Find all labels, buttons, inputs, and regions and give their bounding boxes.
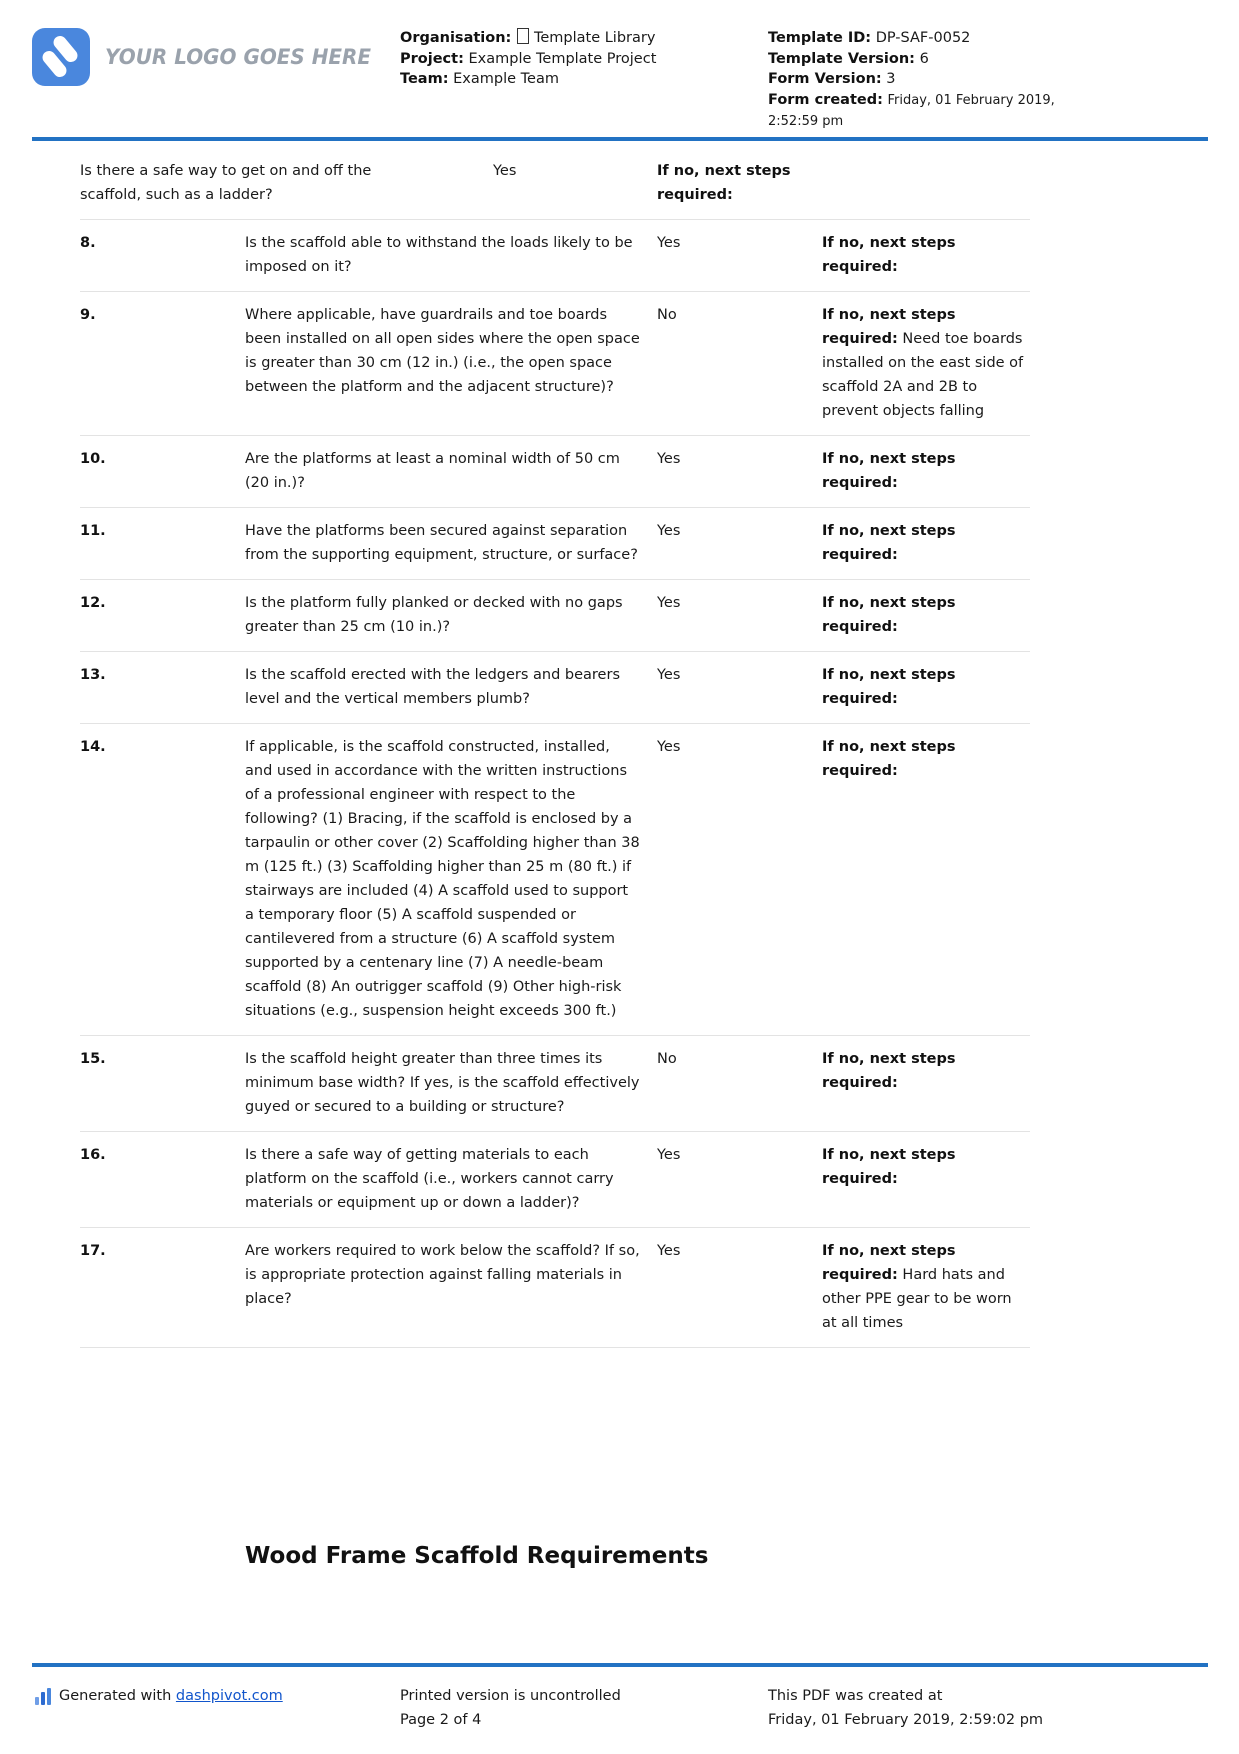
row-question: If applicable, is the scaffold constructed, installed, and used in accordance with the written instructions of a professional engineer with respect to the following? (1) Bracing, if the scaffold is enclosed by a tarpaulin or other cover (2) Scaffolding higher than 38 m (125 ft.) (3) Scaffolding higher than 25 m (80 ft.) if stairways are included (4) A scaffold used to support a temporary floor (5) A scaffold suspended or cantilevered from a structure (6) A scaffold system supported by a centenary line (7) A needle-beam scaffold (8) An outrigger scaffold (9) Other high-risk situations (e.g., suspension height exceeds 300 ft.) bbox=[245, 739, 640, 1019]
row-next-steps bbox=[822, 519, 1030, 567]
row-number: 12. bbox=[80, 595, 106, 611]
generated-with-text: Generated with dashpivot.com bbox=[59, 1688, 283, 1704]
section-heading: Wood Frame Scaffold Requirements bbox=[245, 1543, 709, 1569]
header-meta-left bbox=[400, 28, 730, 90]
table-row bbox=[80, 148, 1030, 220]
row-next-steps bbox=[822, 1143, 1030, 1215]
table-row bbox=[80, 724, 1030, 1036]
footer-generated bbox=[35, 1684, 283, 1708]
logo-placeholder-text: YOUR LOGO GOES HERE bbox=[105, 45, 372, 69]
template-version-value: 6 bbox=[919, 50, 929, 67]
next-steps-value: Hard hats and other PPE gear to be worn at all times bbox=[822, 1267, 1012, 1331]
row-number: 17. bbox=[80, 1243, 106, 1259]
table-row bbox=[80, 508, 1030, 580]
row-answer: Yes bbox=[657, 451, 681, 467]
pdf-created-timestamp: Friday, 01 February 2019, 2:59:02 pm bbox=[768, 1712, 1044, 1728]
page-number: Page 2 of 4 bbox=[400, 1712, 482, 1728]
row-next-steps bbox=[657, 159, 857, 207]
footer-created bbox=[768, 1684, 1043, 1732]
next-steps-label: If no, next steps required: bbox=[822, 667, 956, 707]
row-answer: Yes bbox=[657, 1147, 681, 1163]
next-steps-label: If no, next steps required: bbox=[822, 235, 956, 275]
row-number: 16. bbox=[80, 1147, 106, 1163]
table-row bbox=[80, 436, 1030, 508]
table-row bbox=[80, 1132, 1030, 1228]
next-steps-label: If no, next steps required: bbox=[822, 1243, 956, 1283]
row-question: Is there a safe way of getting materials to each platform on the scaffold (i.e., workers cannot carry materials or equipment up or down a ladder)? bbox=[245, 1147, 614, 1211]
row-answer: No bbox=[657, 1051, 677, 1067]
missing-glyph-box bbox=[517, 28, 529, 44]
next-steps-label: If no, next steps required: bbox=[657, 163, 791, 203]
footer-divider bbox=[32, 1663, 1208, 1667]
row-answer: No bbox=[657, 307, 677, 323]
project-label: Project: bbox=[400, 50, 464, 67]
row-number: 11. bbox=[80, 523, 106, 539]
row-answer: Yes bbox=[657, 235, 681, 251]
row-next-steps bbox=[822, 735, 1030, 1023]
next-steps-label: If no, next steps required: bbox=[822, 523, 956, 563]
row-question: Is the scaffold able to withstand the loads likely to be imposed on it? bbox=[245, 235, 633, 275]
organisation-line bbox=[400, 28, 730, 49]
form-version-label: Form Version: bbox=[768, 71, 882, 87]
row-next-steps bbox=[822, 591, 1030, 639]
header-divider bbox=[32, 137, 1208, 141]
table-row bbox=[80, 220, 1030, 292]
form-created-line bbox=[768, 90, 1068, 133]
template-version-line bbox=[768, 49, 1068, 70]
table-row bbox=[80, 652, 1030, 724]
project-line bbox=[400, 49, 730, 70]
row-answer: Yes bbox=[657, 739, 681, 755]
next-steps-label: If no, next steps required: bbox=[822, 595, 956, 635]
form-created-label: Form created: bbox=[768, 91, 883, 108]
team-value: Example Team bbox=[453, 71, 559, 87]
table-row bbox=[80, 292, 1030, 436]
row-question: Is the scaffold height greater than three times its minimum base width? If yes, is the scaffold effectively guyed or secured to a building or structure? bbox=[245, 1051, 640, 1115]
table-row bbox=[80, 580, 1030, 652]
form-version-line bbox=[768, 69, 1068, 90]
organisation-value: Template Library bbox=[533, 30, 656, 46]
printed-version-text: Printed version is uncontrolled bbox=[400, 1688, 621, 1704]
next-steps-label: If no, next steps required: bbox=[822, 1147, 956, 1187]
row-answer: Yes bbox=[657, 523, 681, 539]
row-answer: Yes bbox=[657, 1243, 681, 1259]
row-next-steps bbox=[822, 663, 1030, 711]
team-line bbox=[400, 69, 730, 90]
row-next-steps bbox=[822, 447, 1030, 495]
next-steps-value: Need toe boards installed on the east side of scaffold 2A and 2B to prevent objects falling bbox=[822, 331, 1024, 419]
row-question: Is the platform fully planked or decked with no gaps greater than 25 cm (10 in.)? bbox=[245, 595, 623, 635]
template-id-line bbox=[768, 28, 1068, 49]
organisation-label: Organisation: bbox=[400, 30, 512, 46]
row-next-steps bbox=[822, 1239, 1030, 1335]
next-steps-label: If no, next steps required: bbox=[822, 1051, 956, 1091]
template-id-value: DP-SAF-0052 bbox=[875, 30, 971, 46]
row-number: 10. bbox=[80, 451, 106, 467]
form-created-value: Friday, 01 February 2019, 2:52:59 pm bbox=[768, 92, 1055, 129]
checklist-rows bbox=[80, 148, 1030, 1348]
table-row bbox=[80, 1228, 1030, 1348]
row-number: 13. bbox=[80, 667, 106, 683]
row-question: Have the platforms been secured against separation from the supporting equipment, structure, or surface? bbox=[245, 523, 638, 563]
row-question: Is the scaffold erected with the ledgers and bearers level and the vertical members plumb? bbox=[245, 667, 620, 707]
header-meta-right bbox=[768, 28, 1068, 133]
project-value: Example Template Project bbox=[468, 50, 657, 67]
row-number: 14. bbox=[80, 739, 106, 755]
row-number: 15. bbox=[80, 1051, 106, 1067]
team-label: Team: bbox=[400, 71, 449, 87]
row-question: Are the platforms at least a nominal width of 50 cm (20 in.)? bbox=[245, 451, 620, 491]
row-number: 9. bbox=[80, 307, 96, 323]
bar-chart-icon bbox=[35, 1688, 51, 1705]
footer-printed bbox=[400, 1684, 621, 1732]
table-row bbox=[80, 1036, 1030, 1132]
checklist-table bbox=[80, 148, 1030, 1348]
form-version-value: 3 bbox=[886, 71, 896, 87]
logo bbox=[32, 28, 385, 86]
row-answer: Yes bbox=[657, 667, 681, 683]
next-steps-label: If no, next steps required: bbox=[822, 739, 956, 779]
pdf-created-text: This PDF was created at bbox=[768, 1688, 943, 1704]
dashpivot-link[interactable]: dashpivot.com bbox=[175, 1688, 283, 1704]
template-version-label: Template Version: bbox=[768, 50, 915, 67]
company-logo-icon bbox=[32, 28, 90, 86]
row-question: Is there a safe way to get on and off the scaffold, such as a ladder? bbox=[80, 163, 372, 203]
row-next-steps bbox=[822, 303, 1030, 423]
template-id-label: Template ID: bbox=[768, 30, 872, 46]
row-question: Where applicable, have guardrails and toe boards been installed on all open sides where the open space is greater than 30 cm (12 in.) (i.e., the open space between the platform and the adjacent structure)? bbox=[245, 307, 640, 395]
row-next-steps bbox=[822, 1047, 1030, 1119]
row-question: Are workers required to work below the scaffold? If so, is appropriate protection against falling materials in place? bbox=[245, 1243, 640, 1307]
next-steps-label: If no, next steps required: bbox=[822, 307, 956, 347]
row-number: 8. bbox=[80, 235, 96, 251]
next-steps-label: If no, next steps required: bbox=[822, 451, 956, 491]
row-next-steps bbox=[822, 231, 1030, 279]
row-answer: Yes bbox=[493, 163, 517, 179]
row-answer: Yes bbox=[657, 595, 681, 611]
